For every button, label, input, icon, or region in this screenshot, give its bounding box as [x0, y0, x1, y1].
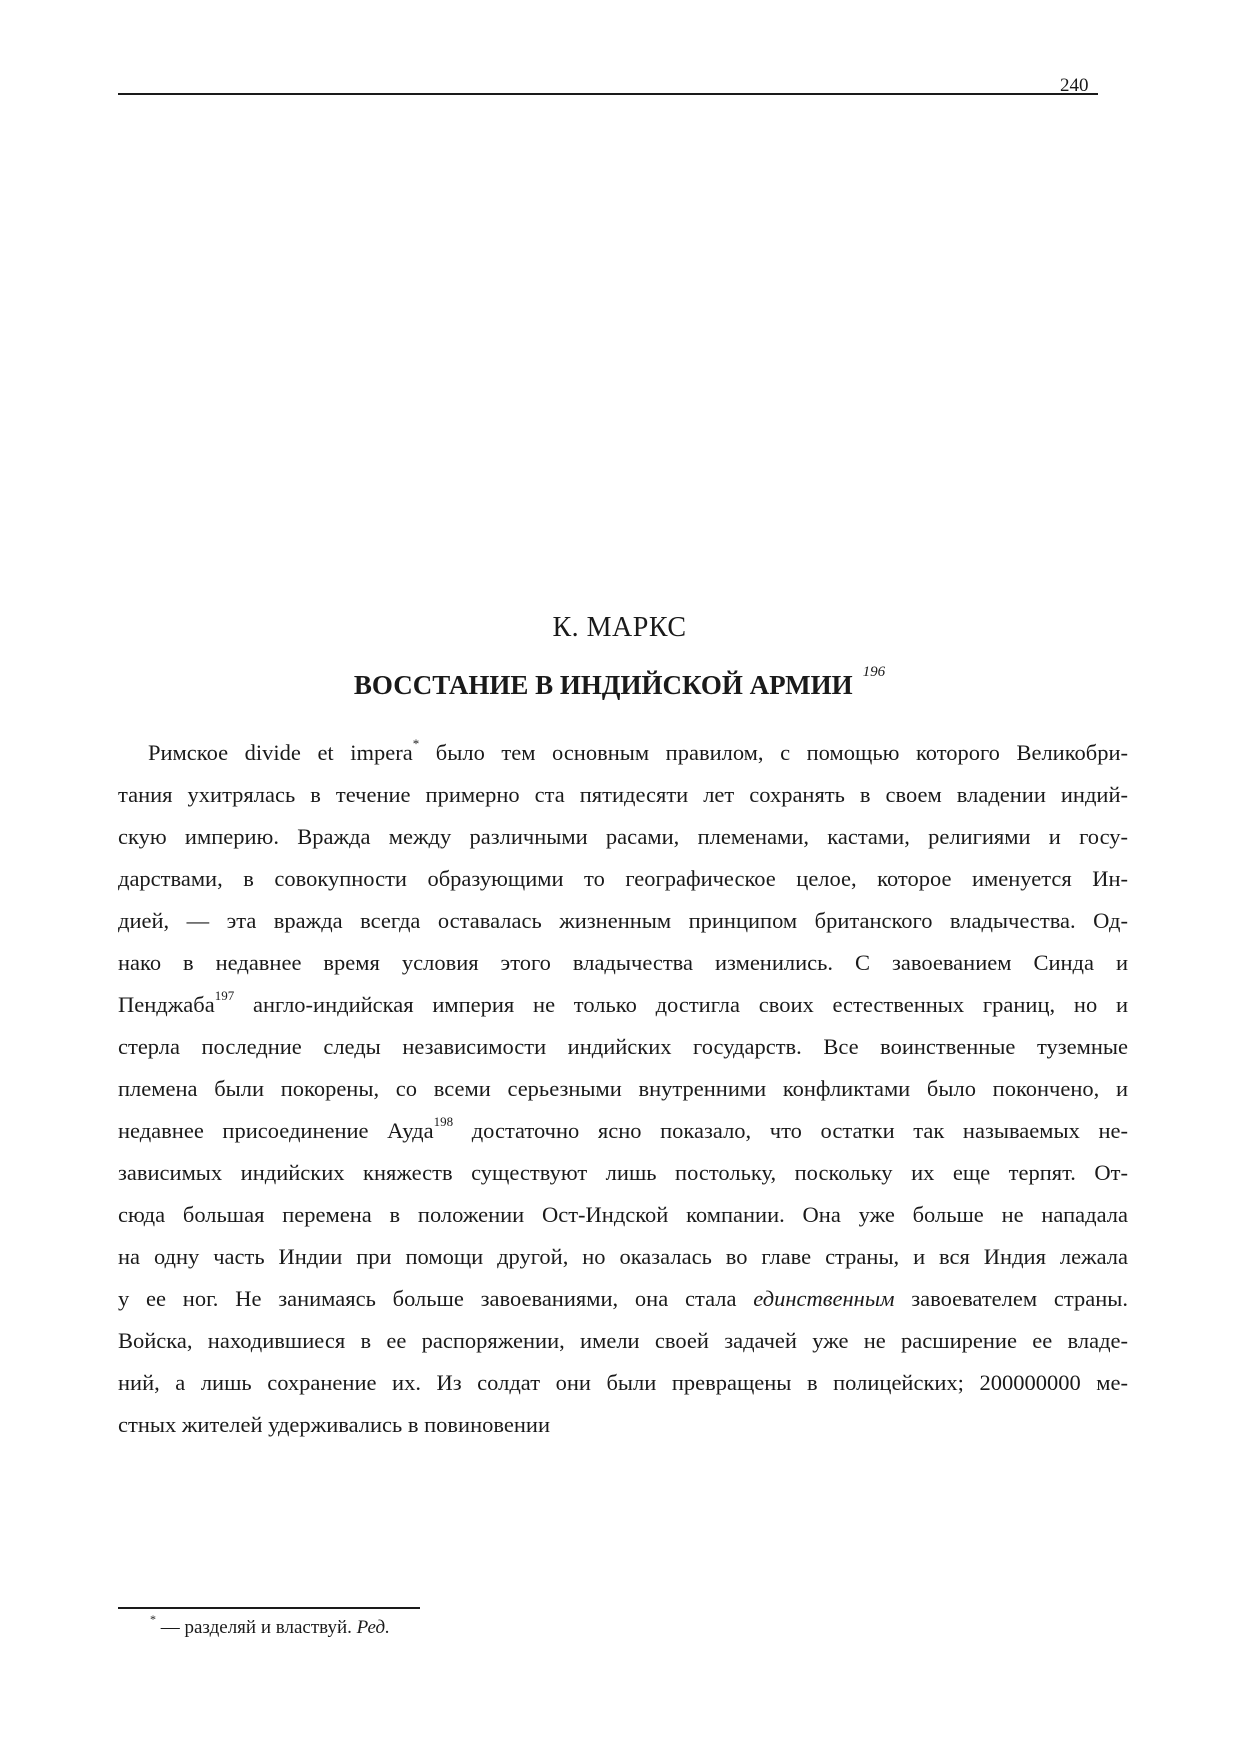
footnote-ref: 197 — [214, 988, 235, 1003]
article-title-block — [0, 664, 1239, 701]
body-line — [118, 1152, 1128, 1194]
body-text: англо-индийская империя не только достигла своих естественных границ, но и — [234, 992, 1128, 1017]
body-text: достаточно ясно показало, что остатки так называемых не- — [453, 1118, 1129, 1143]
body-line — [118, 1362, 1128, 1404]
body-line — [118, 1236, 1128, 1278]
footnote-ref: * — [412, 736, 420, 751]
emphasized-text: единственным — [753, 1286, 895, 1311]
article-title: ВОССТАНИЕ В ИНДИЙСКОЙ АРМИИ — [353, 670, 853, 700]
body-text: на одну часть Индии при помощи другой, но оказалась во главе страны, и вся Индия лежала — [118, 1244, 1128, 1269]
body-text: дией, — эта вражда всегда оставалась жизненным принципом британского владычества. Од- — [118, 908, 1128, 933]
body-line — [118, 732, 1128, 774]
body-text: ний, а лишь сохранение их. Из солдат они были превращены в полицейских; 200000000 ме- — [118, 1370, 1128, 1395]
body-text: зависимых индийских княжеств существуют лишь постольку, поскольку их еще терпят. От- — [118, 1160, 1128, 1185]
body-text: у ее ног. Не занимаясь больше завоеваниями, она стала — [118, 1286, 754, 1311]
body-line — [118, 1320, 1128, 1362]
title-endnote-ref: 196 — [862, 664, 886, 680]
body-line — [118, 1194, 1128, 1236]
body-line — [118, 858, 1128, 900]
header-rule — [118, 93, 1098, 95]
body-text: недавнее присоединение Ауда — [118, 1118, 434, 1143]
body-text: тания ухитрялась в течение примерно ста пятидесяти лет сохранять в своем владении индий- — [118, 782, 1128, 807]
body-text: скую империю. Вражда между различными расами, племенами, кастами, религиями и госу- — [118, 824, 1128, 849]
body-line — [118, 942, 1128, 984]
body-text: Пенджаба — [118, 992, 215, 1017]
footnote — [150, 1612, 390, 1639]
footnote-editor-note: Ред. — [356, 1617, 390, 1638]
body-text: нако в недавнее время условия этого владычества изменились. С завоеванием Синда и — [118, 950, 1128, 975]
body-text: Римское divide et impera — [148, 740, 413, 765]
body-line — [118, 1404, 1128, 1446]
footnote-rule — [118, 1607, 420, 1609]
body-text: завоевателем страны. — [894, 1286, 1128, 1311]
body-text: стерла последние следы независимости индийских государств. Все воинственные туземные — [118, 1034, 1128, 1059]
body-line — [118, 774, 1128, 816]
article-body — [118, 732, 1128, 1446]
footnote-ref: 198 — [433, 1114, 454, 1129]
body-line — [118, 816, 1128, 858]
footnote-text: — разделяй и властвуй. — [156, 1617, 357, 1638]
body-line — [118, 1068, 1128, 1110]
body-line — [118, 1278, 1128, 1320]
body-line — [118, 900, 1128, 942]
body-text: сюда большая перемена в положении Ост-Индской компании. Она уже больше не нападала — [118, 1202, 1128, 1227]
footnote-marker: * — [150, 1612, 156, 1626]
body-line — [118, 1110, 1128, 1152]
body-line — [118, 1026, 1128, 1068]
body-text: Войска, находившиеся в ее распоряжении, имели своей задачей уже не расширение ее владе- — [118, 1328, 1128, 1353]
body-line — [118, 984, 1128, 1026]
body-text: стных жителей удерживались в повиновении — [118, 1412, 550, 1437]
page-number: 240 — [1060, 75, 1089, 96]
body-text: дарствами, в совокупности образующими то географическое целое, которое именуется Ин- — [118, 866, 1128, 891]
article-author: К. МАРКС — [552, 612, 687, 643]
body-text: было тем основным правилом, с помощью которого Великобри- — [419, 740, 1128, 765]
body-text: племена были покорены, со всеми серьезными внутренними конфликтами было покончено, и — [118, 1076, 1128, 1101]
